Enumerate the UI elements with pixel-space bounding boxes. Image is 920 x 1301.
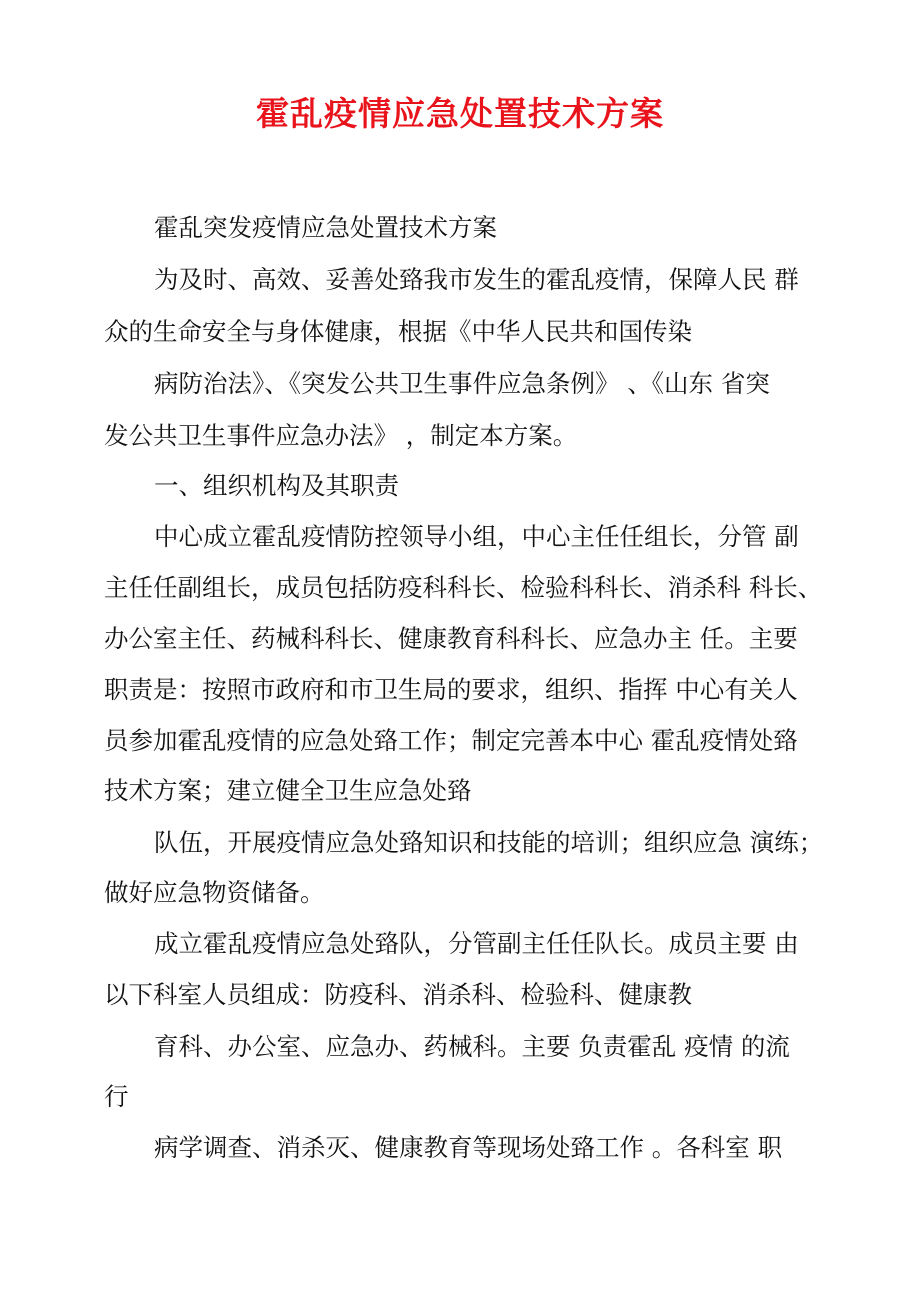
paragraph-line: 成立霍乱疫情应急处臵队，分管副主任任队长。成员主要 由 bbox=[154, 929, 799, 958]
paragraph-line: 技术方案；建立健全卫生应急处臵 bbox=[104, 776, 472, 805]
paragraph-line: 霍乱突发疫情应急处置技术方案 bbox=[154, 213, 497, 242]
paragraph-line: 行 bbox=[104, 1082, 129, 1111]
paragraph-line: 病防治法》、《突发公共卫生事件应急条例》 、《山东 省突 bbox=[154, 369, 770, 398]
paragraph-line: 以下科室人员组成：防疫科、消杀科、检验科、健康教 bbox=[104, 980, 692, 1009]
paragraph-line: 主任任副组长，成员包括防疫科科长、检验科科长、消杀科 科长、 bbox=[104, 573, 823, 602]
paragraph-line: 员参加霍乱疫情的应急处臵工作；制定完善本中心 霍乱疫情处臵 bbox=[104, 726, 798, 755]
paragraph-line: 办公室主任、药械科科长、健康教育科科长、应急办主 任。主要 bbox=[104, 624, 798, 653]
section-heading: 一、组织机构及其职责 bbox=[154, 471, 399, 500]
paragraph-line: 队伍，开展疫情应急处臵知识和技能的培训；组织应急 演练； bbox=[154, 828, 824, 857]
paragraph-line: 为及时、高效、妥善处臵我市发生的霍乱疫情，保障人民 群 bbox=[154, 265, 799, 294]
paragraph-line: 职责是：按照市政府和市卫生局的要求，组织、指挥 中心有关人 bbox=[104, 675, 798, 704]
document-title: 霍乱疫情应急处置技术方案 bbox=[256, 94, 664, 133]
paragraph-line: 中心成立霍乱疫情防控领导小组，中心主任任组长，分管 副 bbox=[154, 522, 799, 551]
paragraph-line: 病学调查、消杀灭、健康教育等现场处臵工作 。各科室 职 bbox=[154, 1133, 783, 1162]
paragraph-line: 育科、办公室、应急办、药械科。主要 负责霍乱 疫情 的流 bbox=[154, 1032, 790, 1061]
paragraph-line: 发公共卫生事件应急办法》 ，制定本方案。 bbox=[104, 421, 578, 450]
paragraph-line: 众的生命安全与身体健康，根据《中华人民共和国传染 bbox=[104, 317, 692, 346]
paragraph-line: 做好应急物资储备。 bbox=[104, 878, 325, 907]
